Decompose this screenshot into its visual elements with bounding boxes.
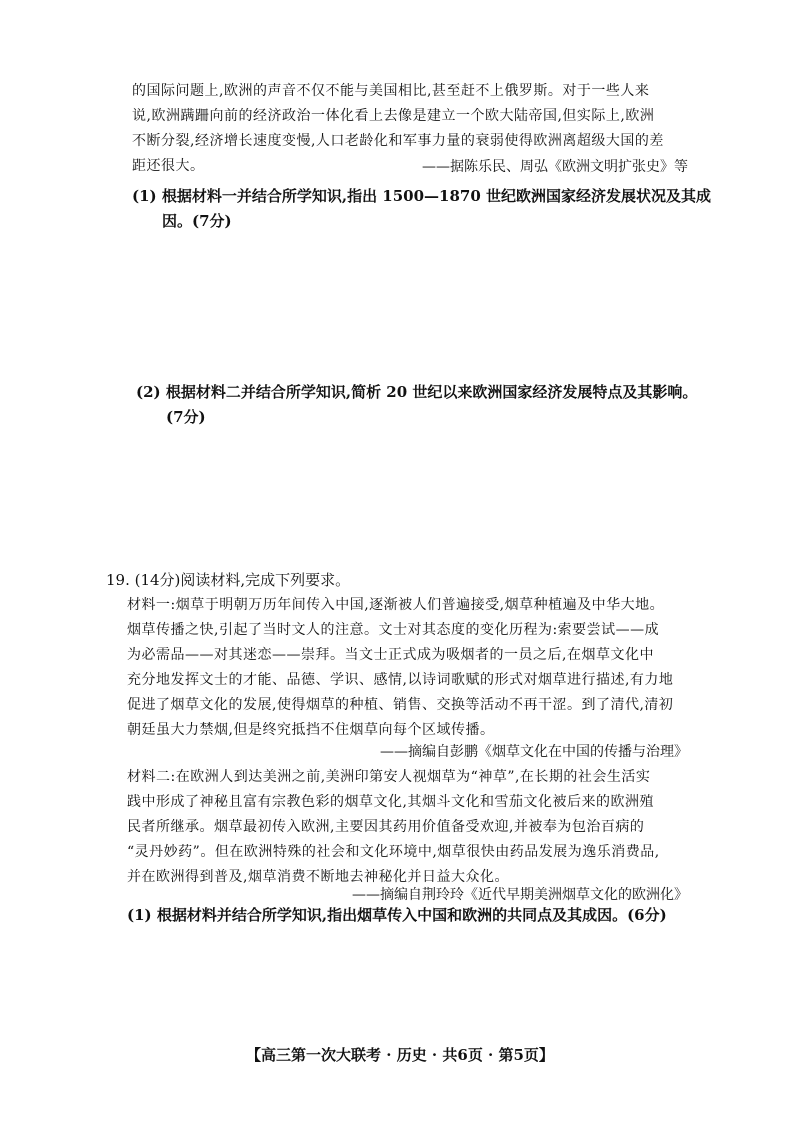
material-2-line: 并在欧洲得到普及,烟草消费不断地去神秘化并日益大众化。 xyxy=(127,869,509,885)
material-1-source: ——摘编自彭鹏《烟草文化在中国的传播与治理》 xyxy=(380,744,688,760)
material-line: 的国际问题上,欧洲的声音不仅不能与美国相比,甚至赶不上俄罗斯。对于一些人来 xyxy=(132,83,650,99)
material-2-line: 民者所继承。烟草最初传入欧洲,主要因其药用价值备受欢迎,并被奉为包治百病的 xyxy=(127,819,645,835)
material-2-line: 践中形成了神秘且富有宗教色彩的烟草文化,其烟斗文化和雪茄文化被后来的欧洲殖 xyxy=(127,794,654,810)
page-footer: 【高三第一次大联考 · 历史 · 共6页 · 第5页】 xyxy=(246,1046,554,1064)
material-1-line: 促进了烟草文化的发展,使得烟草的种植、销售、交换等活动不再干涩。到了清代,清初 xyxy=(127,697,674,713)
question-18-part-1: (1) 根据材料一并结合所学知识,指出 1500—1870 世纪欧洲国家经济发展状况及其成 xyxy=(132,187,712,205)
material-1-line: 充分地发挥文士的才能、品德、学识、感情,以诗词歌赋的形式对烟草进行描述,有力地 xyxy=(127,672,674,688)
material-source: ——据陈乐民、周弘《欧洲文明扩张史》等 xyxy=(422,159,688,175)
material-2-line: 材料二:在欧洲人到达美洲之前,美洲印第安人视烟草为“神草”,在长期的社会生活实 xyxy=(127,769,651,785)
material-line: 说,欧洲蹒跚向前的经济政治一体化看上去像是建立一个欧大陆帝国,但实际上,欧洲 xyxy=(132,108,655,124)
question-19-header: 19. (14分)阅读材料,完成下列要求。 xyxy=(106,571,351,589)
material-1-line: 烟草传播之快,引起了当时文人的注意。文士对其态度的变化历程为:索要尝试——成 xyxy=(127,622,660,638)
question-18-part-2: (2) 根据材料二并结合所学知识,简析 20 世纪以来欧洲国家经济发展特点及其影响。 xyxy=(136,383,698,401)
material-1-line: 材料一:烟草于明朝万历年间传入中国,逐渐被人们普遍接受,烟草种植遍及中华大地。 xyxy=(127,597,665,613)
question-18-part-1-points: 因。(7分) xyxy=(162,212,232,230)
question-19-part-1: (1) 根据材料并结合所学知识,指出烟草传入中国和欧洲的共同点及其成因。(6分) xyxy=(127,906,667,924)
question-18-part-2-points: (7分) xyxy=(166,408,206,426)
material-2-line: “灵丹妙药”。但在欧洲特殊的社会和文化环境中,烟草很快由药品发展为逸乐消费品, xyxy=(127,844,660,860)
material-1-line: 为必需品——对其迷恋——崇拜。当文士正式成为吸烟者的一员之后,在烟草文化中 xyxy=(127,647,654,663)
material-1-line: 朝廷虽大力禁烟,但是终究抵挡不住烟草向每个区域传播。 xyxy=(127,722,495,738)
material-line: 不断分裂,经济增长速度变慢,人口老龄化和军事力量的衰弱使得欧洲离超级大国的差 xyxy=(132,133,664,149)
material-line: 距还很大。 xyxy=(132,158,205,174)
material-2-source: ——摘编自荆玲玲《近代早期美洲烟草文化的欧洲化》 xyxy=(352,887,688,903)
